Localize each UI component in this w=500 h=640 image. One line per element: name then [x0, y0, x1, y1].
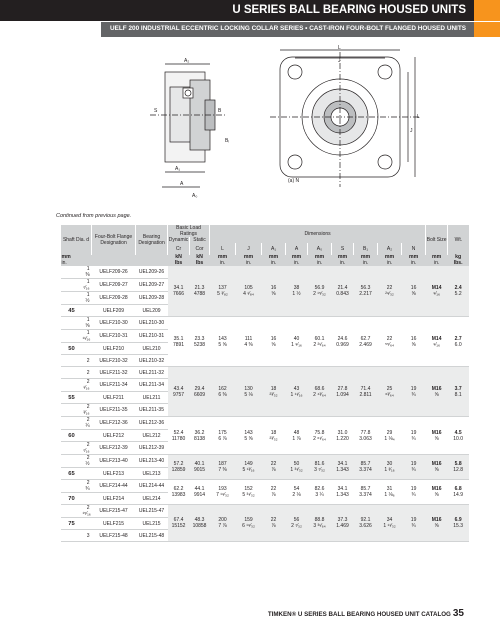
value-cor: 21.3 4788 — [190, 266, 210, 317]
bearing-designation: UEL210-30 — [136, 317, 168, 330]
value-a1: 22 ⅞ — [262, 505, 286, 542]
value-a1: 16 ⅝ — [262, 266, 286, 317]
value-cr: 52.4 11780 — [168, 417, 190, 455]
value-bolt: M16 ⅝ — [426, 455, 448, 480]
header-N: N — [402, 243, 426, 255]
value-l: 187 7 ⅜ — [210, 455, 236, 480]
value-a1: 22 ⅞ — [262, 455, 286, 480]
value-wt: 6.9 15.3 — [448, 505, 469, 542]
shaft-in: 2 ¹⁵⁄₁₆ — [82, 505, 91, 517]
value-a2: 30 1 ³⁄₁₆ — [378, 455, 402, 480]
flange-designation: UELF211 — [92, 392, 136, 404]
flange-designation: UELF209-26 — [92, 266, 136, 279]
value-b1: 62.7 2.469 — [354, 317, 378, 367]
value-a0: 82.6 3 ¼ — [308, 480, 332, 505]
bearing-designation: UEL210-32 — [136, 355, 168, 367]
shaft-in: 2 ⁷⁄₁₆ — [83, 442, 90, 454]
unit-kN: kN — [175, 254, 182, 260]
value-cr: 43.4 9757 — [168, 367, 190, 417]
shaft-mm: 60 — [61, 430, 83, 442]
flange-designation: UELF214 — [92, 493, 136, 505]
value-bolt: M14 ⁹⁄₁₆ — [426, 317, 448, 367]
value-j: 149 5 ¹³⁄₁₆ — [236, 455, 262, 480]
value-bolt: M14 ⁹⁄₁₆ — [426, 266, 448, 317]
value-bolt: M16 ⅝ — [426, 367, 448, 417]
shaft-in: 2 ¼ — [83, 417, 92, 430]
value-a2: 25 ⁶³⁄₆₄ — [378, 367, 402, 417]
value-a1: 18 ²³⁄₃₂ — [262, 417, 286, 455]
header-designation: Four-Bolt Flange Designation — [92, 225, 136, 255]
flange-designation: UELF211-34 — [92, 379, 136, 392]
label-A: A — [180, 181, 184, 187]
bearing-designation: UEL215-47 — [136, 505, 168, 518]
bearing-designation: UEL209-28 — [136, 292, 168, 305]
value-b1: 77.8 3.063 — [354, 417, 378, 455]
value-a: 43 1 ¹¹⁄₁₆ — [286, 367, 308, 417]
value-a2: 31 1 ⅛₆ — [378, 480, 402, 505]
bearing-designation: UEL211-32 — [136, 367, 168, 379]
header-cr: Cr — [168, 243, 190, 255]
label-L-side: L — [417, 114, 420, 120]
value-cr: 57.2 12859 — [168, 455, 190, 480]
value-j: 105 4 ¹⁄₈₄ — [236, 266, 262, 317]
bearing-designation: UEL212-39 — [136, 442, 168, 455]
flange-designation: UELF214-44 — [92, 480, 136, 493]
value-cor: 48.3 10858 — [190, 505, 210, 542]
table-row — [61, 266, 469, 279]
flange-designation: UELF210-32 — [92, 355, 136, 367]
value-b1: 92.1 3.626 — [354, 505, 378, 542]
value-a: 50 1 ³¹⁄₃₂ — [286, 455, 308, 480]
header-bolt: Bolt Size — [426, 225, 448, 255]
accent-tab — [474, 0, 500, 21]
page-title: U SERIES BALL BEARING HOUSED UNITS — [232, 4, 466, 16]
table-row — [61, 317, 469, 330]
dimensions-table — [60, 225, 469, 542]
value-n: 16 ⅝ — [402, 266, 426, 317]
value-l: 193 7 ¹⁹⁄₃₂ — [210, 480, 236, 505]
value-l: 137 5 ³⁄₈₂ — [210, 266, 236, 317]
value-cor: 23.3 5238 — [190, 317, 210, 367]
value-n: 19 ¾ — [402, 455, 426, 480]
value-wt: 4.5 10.0 — [448, 417, 469, 455]
shaft-in: 1 ¹¹⁄₁₆ — [82, 330, 91, 342]
label-S: S — [154, 108, 158, 114]
unit-lbs-weight: lbs. — [453, 259, 463, 266]
value-j: 152 5 ³¹⁄₃₂ — [236, 480, 262, 505]
shaft-mm: 55 — [61, 392, 83, 404]
title-bar — [0, 0, 500, 21]
flange-designation: UELF209-27 — [92, 279, 136, 292]
unit-lbs: lbs — [174, 259, 183, 266]
flange-designation: UELF210-31 — [92, 330, 136, 343]
label-a-N: (a) N — [288, 178, 300, 184]
shaft-in: 3 — [83, 530, 92, 542]
accent-tab-sub — [474, 22, 500, 37]
shaft-in: 1 ⅝ — [83, 317, 92, 330]
value-a2: 29 1 ⅛₄ — [378, 417, 402, 455]
flange-designation: UELF212-36 — [92, 417, 136, 430]
value-l: 143 5 ⅝ — [210, 317, 236, 367]
value-b1: 71.4 2.811 — [354, 367, 378, 417]
value-b1: 85.7 3.374 — [354, 480, 378, 505]
value-a0: 81.6 3 ⁷⁄₃₂ — [308, 455, 332, 480]
shaft-mm: 65 — [61, 468, 83, 480]
bearing-designation: UEL215 — [136, 518, 168, 530]
value-bolt: M16 ⅝ — [426, 505, 448, 542]
value-cor: 40.1 9015 — [190, 455, 210, 480]
value-a0: 75.8 2 ⁶¹⁄₆₄ — [308, 417, 332, 455]
value-a1: 18 ²³⁄₃₂ — [262, 367, 286, 417]
flange-designation: UELF211-35 — [92, 404, 136, 417]
value-a: 54 2 ⅛ — [286, 480, 308, 505]
value-a2: 22 ⁵⁵⁄₆₄ — [378, 317, 402, 367]
continued-note: Continued from previous page. — [56, 213, 132, 219]
footer-text: TIMKEN® U SERIES BALL BEARING HOUSED UNIT CATALOG — [267, 611, 451, 618]
unit-in: in. — [61, 259, 67, 266]
value-s: 37.3 1.469 — [332, 505, 354, 542]
shaft-in: 2 — [83, 367, 92, 379]
flange-designation: UELF209-28 — [92, 292, 136, 305]
value-a: 38 1 ½ — [286, 266, 308, 317]
value-j: 111 4 ⅜ — [236, 317, 262, 367]
shaft-in: 2 ³⁄₁₆ — [83, 404, 90, 416]
value-cr: 62.2 13983 — [168, 480, 190, 505]
flange-designation: UELF210-30 — [92, 317, 136, 330]
value-cr: 35.1 7891 — [168, 317, 190, 367]
value-cor: 36.2 8138 — [190, 417, 210, 455]
value-s: 21.4 0.843 — [332, 266, 354, 317]
value-cor: 44.1 9914 — [190, 480, 210, 505]
header-A0: A₀ — [308, 243, 332, 255]
header-L: L — [210, 243, 236, 255]
value-j: 130 5 ⅛ — [236, 367, 262, 417]
header-S: S — [332, 243, 354, 255]
flange-designation: UELF211-32 — [92, 367, 136, 379]
value-wt: 6.8 14.9 — [448, 480, 469, 505]
header-J: J — [236, 243, 262, 255]
header-wt: Wt. — [448, 225, 469, 255]
value-n: 16 ⅝ — [402, 317, 426, 367]
shaft-in: 1 ⅜ — [83, 266, 92, 279]
value-bolt: M16 ⅝ — [426, 480, 448, 505]
value-l: 175 6 ⅞ — [210, 417, 236, 455]
flange-designation: UELF213 — [92, 468, 136, 480]
value-l: 200 7 ⅞ — [210, 505, 236, 542]
header-static: Static — [190, 237, 210, 243]
shaft-in: 1 ½ — [83, 292, 92, 305]
table-row — [61, 505, 469, 518]
value-a: 48 1 ⅞ — [286, 417, 308, 455]
table-row — [61, 367, 469, 379]
value-a0: 56.9 2 ¹⁵⁄₃₂ — [308, 266, 332, 317]
value-a2: 34 1 ¹¹⁄₃₂ — [378, 505, 402, 542]
value-s: 34.1 1.343 — [332, 480, 354, 505]
header-A2: A₂ — [378, 243, 402, 255]
value-a0: 68.6 2 ⁴³⁄₆₄ — [308, 367, 332, 417]
unit-kg: kg — [455, 254, 462, 260]
bearing-designation: UEL212-36 — [136, 417, 168, 430]
label-A0: A₀ — [192, 193, 198, 199]
value-b1: 85.7 3.374 — [354, 455, 378, 480]
label-Bi: Bᵢ — [225, 138, 230, 144]
bearing-designation: UEL213 — [136, 468, 168, 480]
value-l: 162 6 ⅜ — [210, 367, 236, 417]
value-n: 19 ¾ — [402, 367, 426, 417]
table-row — [61, 417, 469, 430]
bearing-designation: UEL211-34 — [136, 379, 168, 392]
page-subtitle: UELF 200 INDUSTRIAL ECCENTRIC LOCKING COLLAR SERIES • CAST-IRON FOUR-BOLT FLANGED HOUSED UNITS — [110, 25, 466, 32]
bearing-designation: UEL214 — [136, 493, 168, 505]
value-n: 19 ¾ — [402, 417, 426, 455]
value-wt: 2.4 5.2 — [448, 266, 469, 317]
shaft-mm: 50 — [61, 343, 83, 355]
header-shaft: Shaft Dia. d — [61, 225, 92, 255]
value-n: 19 ¾ — [402, 480, 426, 505]
bearing-designation: UEL209-26 — [136, 266, 168, 279]
subtitle-bar — [101, 22, 500, 37]
table-row — [61, 455, 469, 468]
value-cr: 34.1 7666 — [168, 266, 190, 317]
flange-designation: UELF215-47 — [92, 505, 136, 518]
shaft-in: 2 ¾ — [83, 480, 92, 493]
flange-designation: UELF212 — [92, 430, 136, 442]
bearing-designation: UEL211-35 — [136, 404, 168, 417]
shaft-mm: 70 — [61, 493, 83, 505]
flange-designation: UELF210 — [92, 343, 136, 355]
shaft-in: 2 ¹⁄₁₆ — [83, 379, 90, 391]
value-a2: 22 ²⁹⁄₃₂ — [378, 266, 402, 317]
value-a0: 60.1 2 ²¹⁄₆₄ — [308, 317, 332, 367]
value-j: 159 6 ¹⁹⁄₃₂ — [236, 505, 262, 542]
label-A2: A₂ — [184, 58, 190, 64]
value-wt: 3.7 8.1 — [448, 367, 469, 417]
value-wt: 5.8 12.8 — [448, 455, 469, 480]
header-A1: A₁ — [262, 243, 286, 255]
shaft-mm: 45 — [61, 305, 83, 317]
bearing-designation: UEL209-27 — [136, 279, 168, 292]
header-B1: B₁ — [354, 243, 378, 255]
value-a1: 22 ⅞ — [262, 480, 286, 505]
bearing-designation: UEL215-48 — [136, 530, 168, 542]
shaft-in: 1 ⁷⁄₁₆ — [83, 279, 90, 291]
value-cr: 67.4 15152 — [168, 505, 190, 542]
value-b1: 56.3 2.217 — [354, 266, 378, 317]
unit-mm: mm — [61, 254, 71, 260]
header-load: Basic Load Ratings — [168, 225, 210, 237]
housing-technical-drawing — [130, 45, 470, 202]
bearing-designation: UEL213-40 — [136, 455, 168, 468]
label-L: L — [338, 45, 341, 51]
value-n: 19 ¾ — [402, 505, 426, 542]
bearing-designation: UEL211 — [136, 392, 168, 404]
flange-designation: UELF212-39 — [92, 442, 136, 455]
label-J-side: J — [410, 128, 413, 134]
shaft-in: 2 — [83, 355, 92, 367]
shaft-mm: 75 — [61, 518, 83, 530]
value-a: 56 2 ⁷⁄₃₂ — [286, 505, 308, 542]
page-number: 35 — [452, 608, 464, 619]
shaft-in: 2 ½ — [83, 455, 92, 468]
header-dynamic: Dynamic — [168, 237, 189, 243]
label-B: B — [218, 108, 222, 114]
header-bearing: Bearing Designation — [136, 225, 168, 255]
value-a1: 16 ⅝ — [262, 317, 286, 367]
bearing-designation: UEL212 — [136, 430, 168, 442]
flange-designation: UELF215-48 — [92, 530, 136, 542]
label-A1: A₁ — [175, 166, 181, 172]
header-dimensions: Dimensions — [210, 225, 426, 243]
value-a0: 88.8 3 ³¹⁄₆₄ — [308, 505, 332, 542]
bearing-designation: UEL214-44 — [136, 480, 168, 493]
value-a: 40 1 ⁹⁄₁₆ — [286, 317, 308, 367]
flange-designation: UELF209 — [92, 305, 136, 317]
value-s: 24.6 0.969 — [332, 317, 354, 367]
value-s: 31.0 1.220 — [332, 417, 354, 455]
value-cor: 29.4 6609 — [190, 367, 210, 417]
bearing-designation: UEL210-31 — [136, 330, 168, 343]
bearing-designation: UEL209 — [136, 305, 168, 317]
value-s: 27.8 1.094 — [332, 367, 354, 417]
label-J: J — [338, 58, 341, 64]
value-j: 143 5 ⅝ — [236, 417, 262, 455]
value-s: 34.1 1.343 — [332, 455, 354, 480]
value-bolt: M16 ⅝ — [426, 417, 448, 455]
header-cor: Cor — [190, 243, 210, 255]
units-row: mm in. kN lbs kN lbs mm in. mm in. mm in. mm in. mm in. mm in. mm in. mm in. mm in. mm in. kg lbs. — [61, 255, 469, 266]
table-row — [61, 480, 469, 493]
value-wt: 2.7 6.0 — [448, 317, 469, 367]
flange-designation: UELF213-40 — [92, 455, 136, 468]
flange-designation: UELF215 — [92, 518, 136, 530]
bearing-designation: UEL210 — [136, 343, 168, 355]
footer — [268, 608, 464, 619]
header-A: A — [286, 243, 308, 255]
